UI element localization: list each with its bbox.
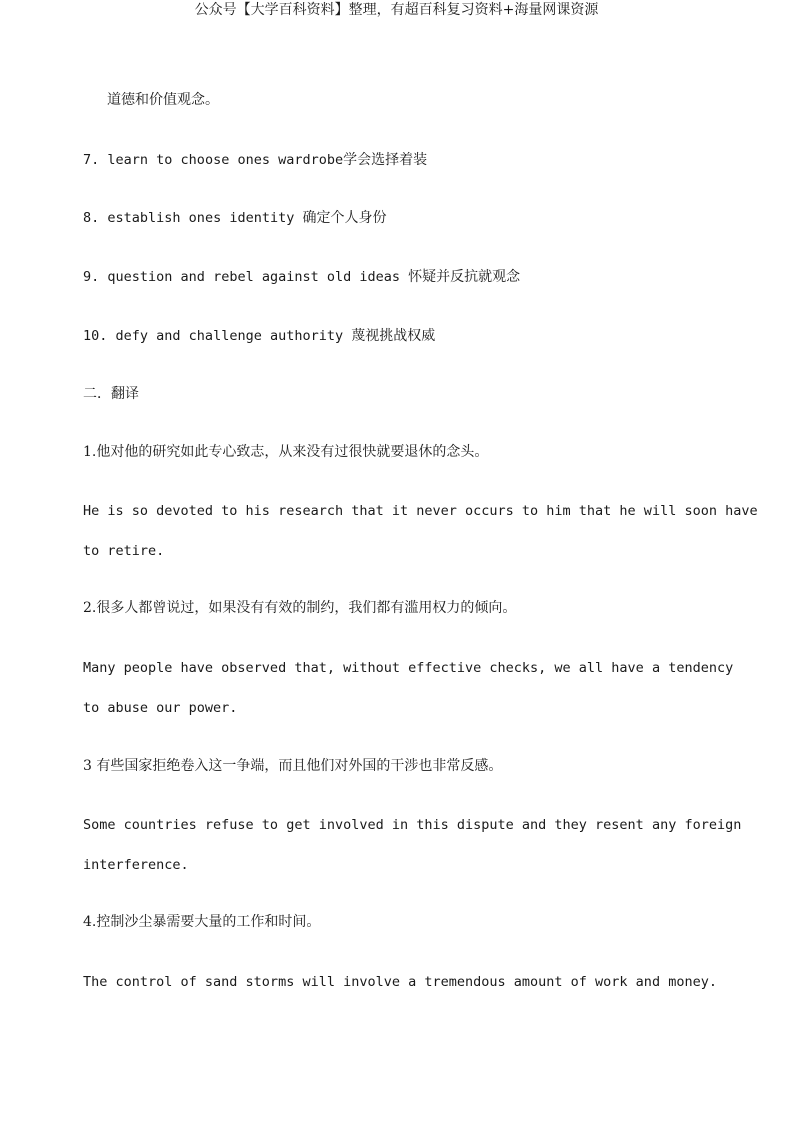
translation-english-2-line1: Many people have observed that, without effective checks, we all have a tendency [83,660,734,676]
phrase-chinese: 怀疑并反抗就观念 [408,269,521,285]
translation-english-1-line2: to retire. [83,543,165,559]
continuation-text: 道德和价值观念。 [107,92,219,108]
translation-english-1-line1: He is so devoted to his research that it never occurs to him that he will soon have [83,503,758,519]
translation-english-3-line2: interference. [83,857,189,873]
page-header: 公众号【大学百科资料】整理，有超百科复习资料+海量网课资源 [194,2,599,18]
phrase-english: learn to choose ones wardrobe [107,152,344,168]
phrase-number: 10. [83,328,108,344]
translation-english-2-line2: to abuse our power. [83,700,238,716]
phrase-item-10 [83,326,435,346]
translation-chinese-3: 3 有些国家拒绝卷入这一争端，而且他们对外国的干涉也非常反感。 [83,758,503,774]
phrase-number: 9. [83,269,100,285]
translation-chinese-4: 4.控制沙尘暴需要大量的工作和时间。 [83,914,321,930]
translation-english-3-line1: Some countries refuse to get involved in this dispute and they resent any foreign [83,817,742,833]
translation-chinese-2: 2.很多人都曾说过，如果没有有效的制约，我们都有滥用权力的倾向。 [83,600,517,616]
phrase-number: 8. [83,210,100,226]
phrase-english: establish ones identity [107,210,295,226]
translation-english-4-line1: The control of sand storms will involve a tremendous amount of work and money. [83,974,717,990]
phrase-english: question and rebel against old ideas [107,269,401,285]
section-title: 二．翻译 [83,386,139,402]
phrase-item-8 [83,208,386,228]
phrase-item-7 [83,150,427,170]
phrase-chinese: 确定个人身份 [302,210,387,226]
phrase-english: defy and challenge authority [115,328,344,344]
phrase-chinese: 学会选择着装 [343,152,428,168]
phrase-chinese: 蔑视挑战权威 [351,328,436,344]
phrase-item-9 [83,267,520,287]
phrase-number: 7. [83,152,100,168]
translation-chinese-1: 1.他对他的研究如此专心致志，从来没有过很快就要退休的念头。 [83,444,489,460]
